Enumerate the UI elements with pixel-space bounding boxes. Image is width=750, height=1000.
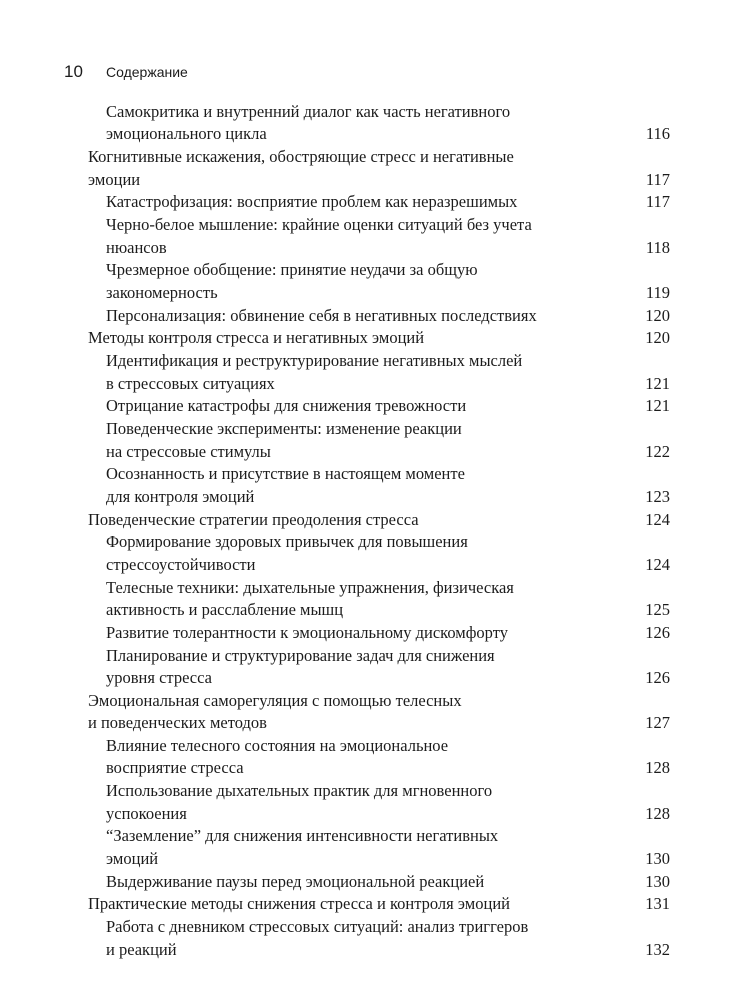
toc-subsection-entry [0,531,750,576]
toc-entry-title-line: Поведенческие стратегии преодоления стресса [88,509,419,529]
toc-section-entry [0,893,750,915]
running-head: Содержание [106,64,188,80]
toc-entry-title-line: Осознанность и присутствие в настоящем моменте [106,464,465,484]
toc-section-entry [0,509,750,531]
toc-entry-title-line: стрессоустойчивости [106,554,256,574]
toc-page-number: 124 [645,554,670,574]
toc-entry-title-line: восприятие стресса [106,758,244,778]
toc-entry-title-line: Использование дыхательных практик для мгновенного [106,781,493,801]
toc-page-number: 121 [645,373,670,393]
toc-page-number: 118 [645,237,670,257]
toc-subsection-entry [0,871,750,893]
toc-subsection-entry [0,622,750,644]
toc-entry-title-line: активность и расслабление мышц [106,600,344,620]
toc-entry-title-line: закономерность [106,282,218,302]
toc-section-entry [0,146,750,191]
toc-entry-title-line: Персонализация: обвинение себя в негативных последствиях [106,305,537,325]
toc-entry-title-line: Влияние телесного состояния на эмоциональное [106,736,449,756]
toc-page-number: 132 [645,939,670,959]
toc-section-entry [0,690,750,735]
toc-entry-title-line: Самокритика и внутренний диалог как часть негативного [106,102,511,121]
toc-subsection-entry [0,916,750,961]
toc-subsection-entry [0,418,750,463]
toc-entry-title-line: эмоций [106,848,159,868]
toc-entry-title-line: Планирование и структурирование задач для снижения [106,645,495,665]
toc-page-number: 128 [645,803,670,823]
toc-entry-title-line: Телесные техники: дыхательные упражнения, физическая [106,577,514,597]
toc-subsection-entry [0,101,750,146]
toc-entry-title-line: Формирование здоровых привычек для повышения [106,532,468,552]
toc-entry-title-line: на стрессовые стимулы [106,441,271,461]
toc-page-number: 122 [645,441,670,461]
toc-subsection-entry [0,350,750,395]
toc-entry-title-line: успокоения [106,803,187,823]
toc-page-number: 121 [645,396,670,416]
toc-subsection-entry [0,191,750,213]
toc-page-number: 130 [645,848,670,868]
toc-page-number: 127 [645,713,670,733]
toc-entry-title-line: Идентификация и реструктурирование негативных мыслей [106,351,523,371]
toc-entry-title-line: Поведенческие эксперименты: изменение реакции [106,419,462,439]
toc-page-number: 117 [645,192,670,212]
toc-page-number: 117 [645,169,670,189]
toc-subsection-entry [0,735,750,780]
toc-entry-title-line: эмоционального цикла [106,124,267,144]
toc-entry-title-line: Методы контроля стресса и негативных эмоций [88,328,425,348]
toc-entry-title-line: эмоции [88,169,141,189]
toc-entry-title-line: Когнитивные искажения, обостряющие стресс и негативные [88,147,514,167]
toc-entry-title-line: Чрезмерное обобщение: принятие неудачи за общую [106,260,478,280]
toc-page-number: 123 [645,486,670,506]
toc-page-number: 131 [645,894,670,914]
toc-section-entry [0,327,750,349]
toc-page-number: 116 [645,124,670,144]
toc-entry-title-line: Черно-белое мышление: крайние оценки ситуаций без учета [106,215,532,235]
page-number: 10 [64,62,83,81]
toc-subsection-entry [0,395,750,417]
toc-page-number: 120 [645,305,670,325]
toc-entry-title-line: Отрицание катастрофы для снижения тревожности [106,396,467,416]
toc-subsection-entry [0,780,750,825]
toc-page-number: 126 [645,622,670,642]
toc-subsection-entry [0,305,750,327]
toc-page-number: 120 [645,328,670,348]
toc-entry-title-line: Выдерживание паузы перед эмоциональной реакцией [106,871,485,891]
toc-subsection-entry [0,577,750,622]
toc-entry-title-line: “Заземление” для снижения интенсивности негативных [106,826,499,846]
toc-entry-title-line: Работа с дневником стрессовых ситуаций: анализ триггеров [106,917,529,937]
toc-page-number: 126 [645,668,670,688]
toc-subsection-entry [0,214,750,259]
toc-page-number: 128 [645,758,670,778]
toc-entry-title-line: Практические методы снижения стресса и контроля эмоций [88,894,510,914]
toc-entry-title-line: Эмоциональная саморегуляция с помощью телесных [88,690,462,710]
toc-entry-title-line: Катастрофизация: восприятие проблем как неразрешимых [106,192,518,212]
toc-page-number: 130 [645,871,670,891]
toc-entry-title-line: нюансов [106,237,167,257]
toc-subsection-entry [0,825,750,870]
toc-subsection-entry [0,259,750,304]
toc-subsection-entry [0,463,750,508]
toc-page-number: 124 [645,509,670,529]
toc-entry-title-line: в стрессовых ситуациях [106,373,275,393]
toc-page-number: 119 [645,282,670,302]
toc-subsection-entry [0,645,750,690]
table-of-contents [0,101,750,961]
toc-entry-title-line: и поведенческих методов [88,713,267,733]
page-header [64,62,188,82]
toc-page-number: 125 [645,600,670,620]
toc-entry-title-line: для контроля эмоций [106,486,255,506]
toc-entry-title-line: уровня стресса [106,668,212,688]
toc-entry-title-line: Развитие толерантности к эмоциональному дискомфорту [106,622,508,642]
toc-entry-title-line: и реакций [106,939,177,959]
